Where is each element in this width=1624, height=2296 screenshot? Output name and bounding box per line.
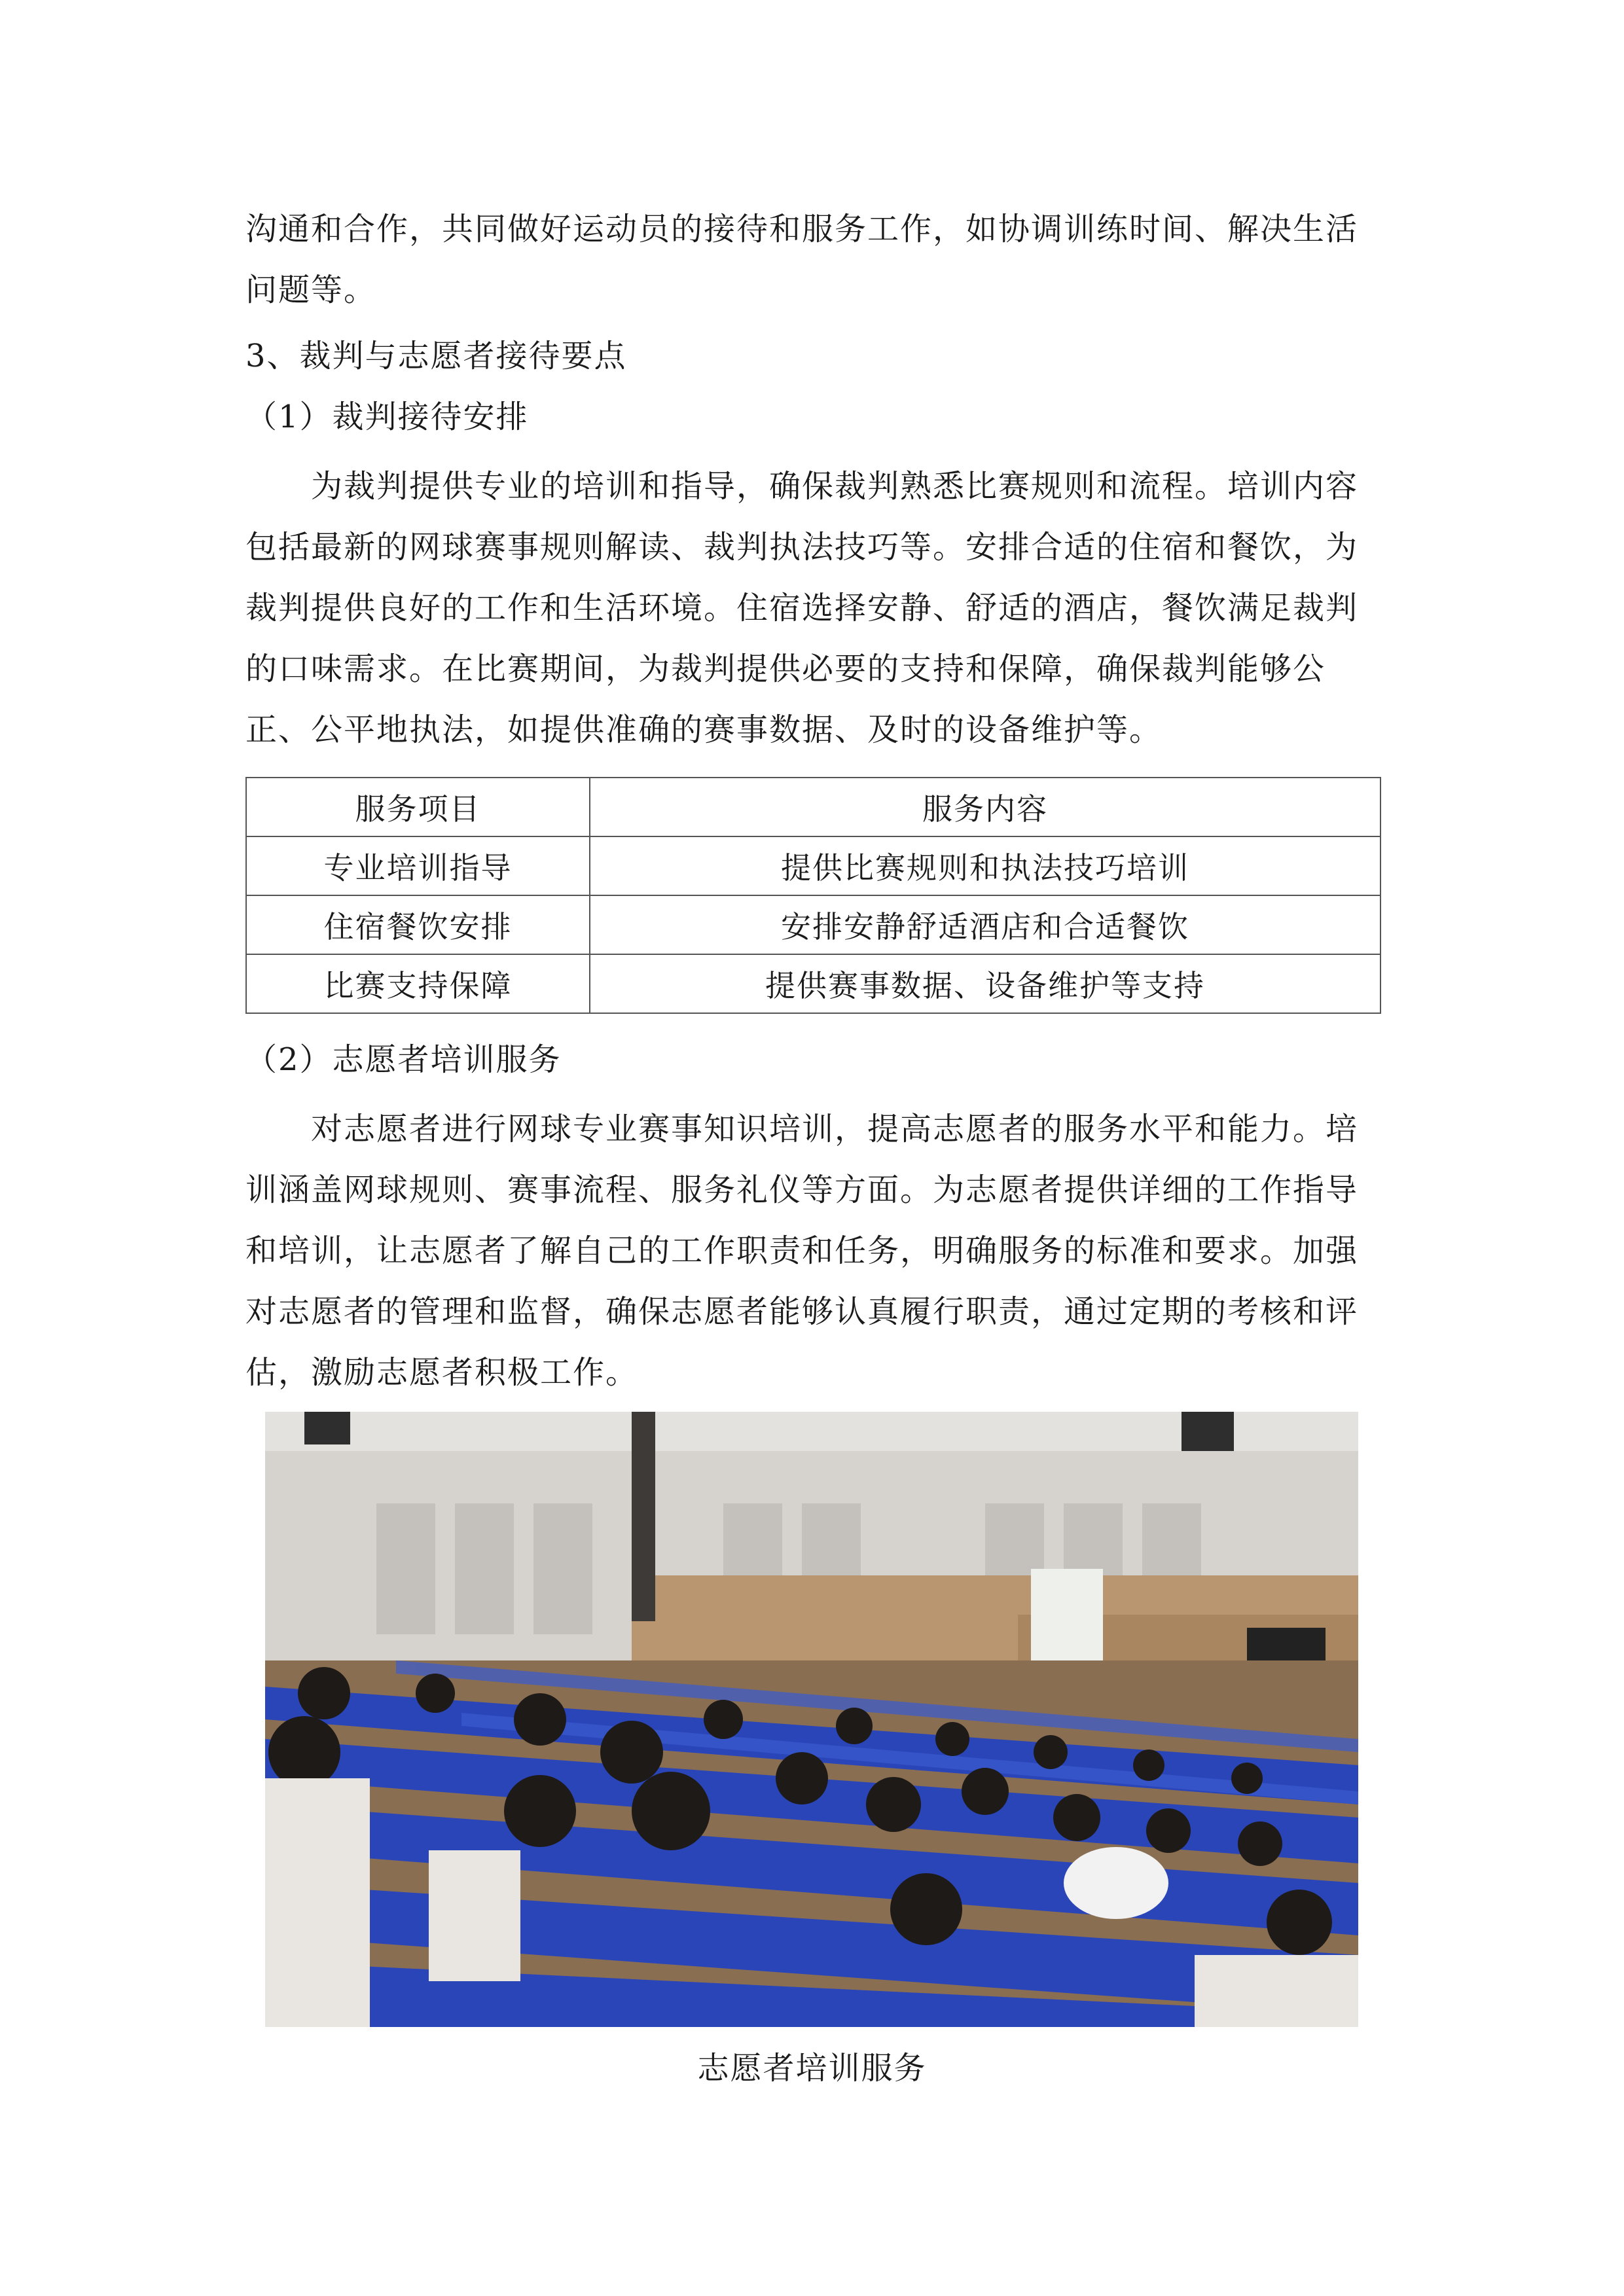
paragraph-2-line-3: 和培训，让志愿者了解自己的工作职责和任务，明确服务的标准和要求。加强 (245, 1232, 1359, 1269)
paragraph-2-line-1: 对志愿者进行网球专业赛事知识培训，提高志愿者的服务水平和能力。培 (311, 1111, 1359, 1147)
auditorium-illustration (265, 1412, 1358, 2027)
table-cell: 提供比赛规则和执法技巧培训 (590, 836, 1380, 895)
table-cell: 比赛支持保障 (246, 954, 590, 1013)
subsection-1-heading: （1）裁判接待安排 (245, 399, 529, 435)
table-cell: 住宿餐饮安排 (246, 895, 590, 954)
paragraph-1-line-2: 包括最新的网球赛事规则解读、裁判执法技巧等。安排合适的住宿和餐饮，为 (245, 529, 1359, 565)
table-header-cell: 服务内容 (590, 778, 1380, 836)
continued-line-2: 问题等。 (245, 272, 377, 308)
table-cell: 安排安静舒适酒店和合适餐饮 (590, 895, 1380, 954)
table-cell: 专业培训指导 (246, 836, 590, 895)
section-3-heading: 3、裁判与志愿者接待要点 (245, 338, 627, 374)
table-header-row (246, 778, 1380, 836)
table-row (246, 895, 1380, 954)
referee-service-table (245, 777, 1381, 1014)
table-row (246, 954, 1380, 1013)
paragraph-1-line-1: 为裁判提供专业的培训和指导，确保裁判熟悉比赛规则和流程。培训内容 (311, 468, 1359, 505)
paragraph-1-line-5: 正、公平地执法，如提供准确的赛事数据、及时的设备维护等。 (245, 711, 1163, 748)
paragraph-1-line-3: 裁判提供良好的工作和生活环境。住宿选择安静、舒适的酒店，餐饮满足裁判 (245, 590, 1359, 626)
table-header-cell: 服务项目 (246, 778, 590, 836)
paragraph-2-line-5: 估，激励志愿者积极工作。 (245, 1354, 639, 1391)
subsection-2-heading: （2）志愿者培训服务 (245, 1041, 562, 1078)
paragraph-2-line-4: 对志愿者的管理和监督，确保志愿者能够认真履行职责，通过定期的考核和评 (245, 1293, 1359, 1330)
volunteer-training-photo (265, 1412, 1358, 2027)
paragraph-1-line-4: 的口味需求。在比赛期间，为裁判提供必要的支持和保障，确保裁判能够公 (245, 651, 1326, 687)
continued-line-1: 沟通和合作，共同做好运动员的接待和服务工作，如协调训练时间、解决生活 (245, 211, 1359, 247)
table-cell: 提供赛事数据、设备维护等支持 (590, 954, 1380, 1013)
paragraph-2-line-2: 训涵盖网球规则、赛事流程、服务礼仪等方面。为志愿者提供详细的工作指导 (245, 1172, 1359, 1208)
table-row (246, 836, 1380, 895)
figure-caption: 志愿者培训服务 (697, 2050, 927, 2087)
